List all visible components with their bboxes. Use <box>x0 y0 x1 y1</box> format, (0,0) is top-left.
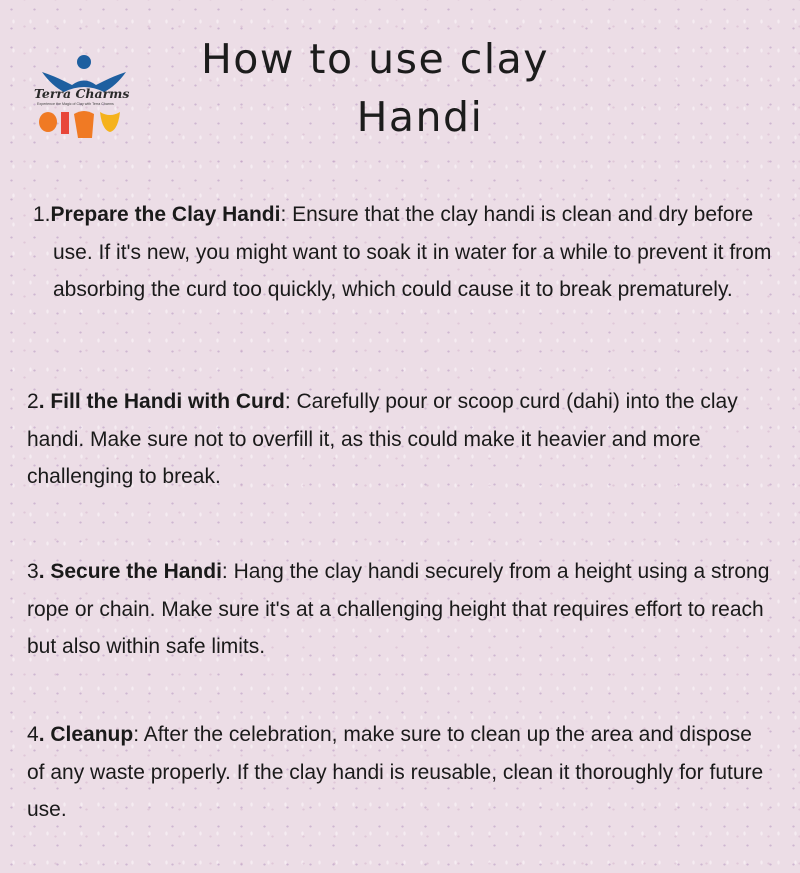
step-3-text: : Hang the clay handi securely from a height using a strong rope or chain. Make sure it's at a challenging height that requires effort to reach but also within safe limits. <box>27 560 770 658</box>
page-title <box>150 30 640 146</box>
step-3-heading: . Secure the Handi <box>38 560 222 583</box>
logo-bar-icon <box>61 112 69 134</box>
logo-pot-middle-icon <box>74 111 94 138</box>
step-1 <box>33 196 788 309</box>
title-line-1: How to use clay <box>200 35 550 83</box>
logo-head-icon <box>77 55 91 69</box>
brand-logo <box>34 54 144 144</box>
step-2-heading: . Fill the Handi with Curd <box>38 390 285 413</box>
step-1-number: 1. <box>33 203 51 226</box>
step-4-text: : After the celebration, make sure to clean up the area and dispose of any waste properly. If the clay handi is reusable, clean it thoroughly for future use. <box>27 723 764 821</box>
logo-tagline: Experience the Magic of Clay with Terra Charms <box>37 102 114 106</box>
step-4 <box>27 716 767 829</box>
step-2-text: : Carefully pour or scoop curd (dahi) into the clay handi. Make sure not to overfill it, as this could make it heavier and more challenging to break. <box>27 390 738 488</box>
step-3 <box>27 553 777 666</box>
title-line-2: Handi <box>356 93 484 141</box>
step-1-heading: Prepare the Clay Handi <box>50 203 281 226</box>
logo-pot-left-icon <box>39 112 57 132</box>
step-3-number: 3 <box>27 560 39 583</box>
step-1-text: : Ensure that the clay handi is clean and dry before use. If it's new, you might want to soak it in water for a while to prevent it from absorbing the curd too quickly, which could cause it to break prematurely. <box>53 203 772 301</box>
step-2 <box>27 383 777 496</box>
step-4-heading: . Cleanup <box>38 723 134 746</box>
step-4-number: 4 <box>27 723 39 746</box>
step-2-number: 2 <box>27 390 39 413</box>
logo-pot-right-icon <box>100 112 120 132</box>
logo-brand-name: Terra Charms <box>34 86 130 101</box>
